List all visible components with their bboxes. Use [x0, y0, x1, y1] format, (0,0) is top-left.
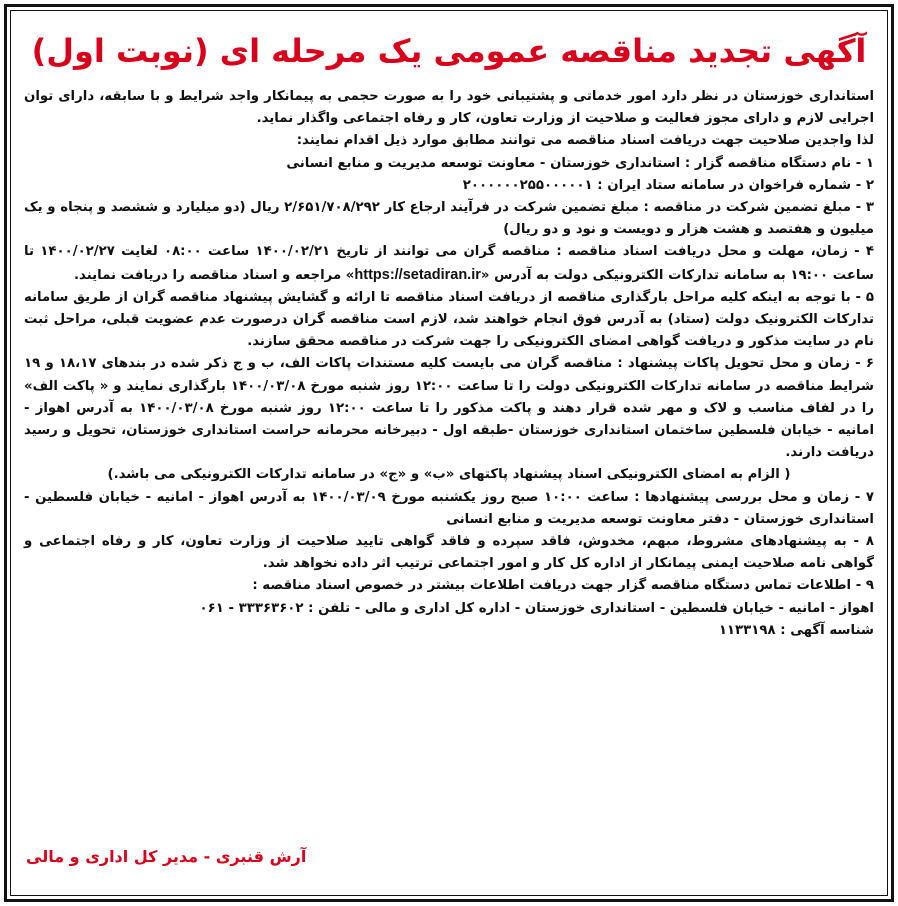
- item-4-text-end: » مراجعه و اسناد مناقصه را دریافت نمایند.: [74, 267, 355, 283]
- item-5-electronic-process: ۵ - با توجه به اینکه کلیه مراحل بارگذاری مناقصه از دریافت اسناد مناقصه تا ارائه و گشایش پیشنهاد مناقصه گران از طریق سامانه تدارکات الکترونیک دولت (ستاد) به آدرس فوق انجام خواهند شد، لازم است مناقصه گران درصورت عدم عضویت قبلی، مراحل ثبت نام در سایت مذکور و دریافت گواهی امضای الکترونیکی را جهت شرکت در مناقصه محقق سازند.: [24, 289, 874, 350]
- intro-instruction: لذا واجدین صلاحیت جهت دریافت اسناد مناقصه می توانند مطابق موارد ذیل اقدام نمایند:: [296, 133, 874, 149]
- item-9-contact-address: اهواز - امانیه - خیابان فلسطین - استانداری خوزستان - اداره کل اداری و مالی - تلفن : ۳۳۳۶۳۶۰۲ - ۰۶۱: [199, 600, 874, 616]
- item-6-submission: ۶ - زمان و محل تحویل پاکات پیشنهاد : مناقصه گران می بایست کلیه مستندات پاکات الف، ب و ج ذکر شده در بندهای ۱۸،۱۷ و ۱۹ شرایط مناقصه در سامانه تدارکات الکترونیکی دولت را تا ساعت ۱۲:۰۰ روز شنبه مورخ ۱۴۰۰/۰۳/۰۸ بارگذاری نمایند و « پاکت الف» را در لفاف مناسب و لاک و مهر شده قرار دهند و پاکت مذکور را تا ساعت ۱۲:۰۰ روز شنبه مورخ ۱۴۰۰/۰۳/۰۸ به آدرس اهواز - امانیه - خیابان فلسطین ساختمان استانداری خوزستان -طبقه اول - دبیرخانه محرمانه حراست استانداری خوزستان، تحویل و رسید دریافت دارند.: [24, 356, 875, 461]
- notice-title: آگهی تجدید مناقصه عمومی یک مرحله ای (نوبت اول): [31, 32, 867, 70]
- notice-id: شناسه آگهی : ۱۱۳۳۱۹۸: [718, 622, 874, 638]
- item-2-tender-number: ۲ - شماره فراخوان در سامانه ستاد ایران : ۲۰۰۰۰۰۰۲۵۵۰۰۰۰۰۱: [462, 177, 874, 193]
- item-1-organizer: ۱ - نام دستگاه مناقصه گزار : استانداری خوزستان - معاونت توسعه مدیریت و منابع انسانی: [286, 155, 874, 171]
- item-4-documents-deadline: [24, 241, 874, 286]
- item-6-note: ( الزام به امضای الکترونیکی اسناد پیشنهاد پاکتهای «ب» و «ج» در سامانه تدارکات الکترونیکی می باشد.): [107, 467, 791, 483]
- item-4-text-start: ۴ - زمان، مهلت و محل دریافت اسناد مناقصه : مناقصه گران می توانند از تاریخ ۱۴۰۰/۰۲/۲۱ ساعت ۰۸:۰۰ لغایت ۱۴۰۰/۰۲/۲۷ تا ساعت ۱۹:۰۰ به سامانه تدارکات الکترونیکی دولت به آدرس «: [24, 244, 874, 283]
- notice-body: [24, 86, 874, 642]
- item-7-opening: ۷ - زمان و محل بررسی پیشنهادها : ساعت ۱۰:۰۰ صبح روز یکشنبه مورخ ۱۴۰۰/۰۳/۰۹ به آدرس اهواز - امانیه - خیابان فلسطین - استانداری خوزستان - دفتر معاونت توسعه مدیریت و منابع انسانی: [24, 489, 874, 527]
- intro-paragraph: استانداری خوزستان در نظر دارد امور خدماتی و پشتیبانی خود را به صورت حجمی به پیمانکار واجد شرایط و با سابقه، دارای توان اجرایی لازم و دارای مجوز فعالیت و صلاحیت از وزارت تعاون، کار و رفاه اجتماعی واگذار نماید.: [24, 89, 874, 127]
- setadiran-link[interactable]: https://setadiran.ir: [354, 266, 481, 283]
- item-8-rejection-terms: ۸ - به پیشنهادهای مشروط، مبهم، مخدوش، فاقد سپرده و فاقد گواهی تایید صلاحیت از وزارت تعاون، کار و رفاه اجتماعی و گواهی نامه صلاحیت ایمنی پیمانکار از اداره کل کار و امور اجتماعی ترتیب اثر داده نخواهد شد.: [24, 534, 874, 572]
- item-3-guarantee-amount: ۳ - مبلغ تضمین شرکت در مناقصه : مبلغ تضمین شرکت در فرآیند ارجاع کار ۲/۶۵۱/۷۰۸/۲۹۲ ریال (دو میلیارد و ششصد و پنجاه و یک میلیون و هفتصد و هشت هزار و دویست و نود و دو ریال): [24, 200, 874, 238]
- signature: آرش قنبری - مدیر کل اداری و مالی: [26, 847, 307, 866]
- item-9-contact-heading: ۹ - اطلاعات تماس دستگاه مناقصه گزار جهت دریافت اطلاعات بیشتر در خصوص اسناد مناقصه :: [252, 578, 874, 594]
